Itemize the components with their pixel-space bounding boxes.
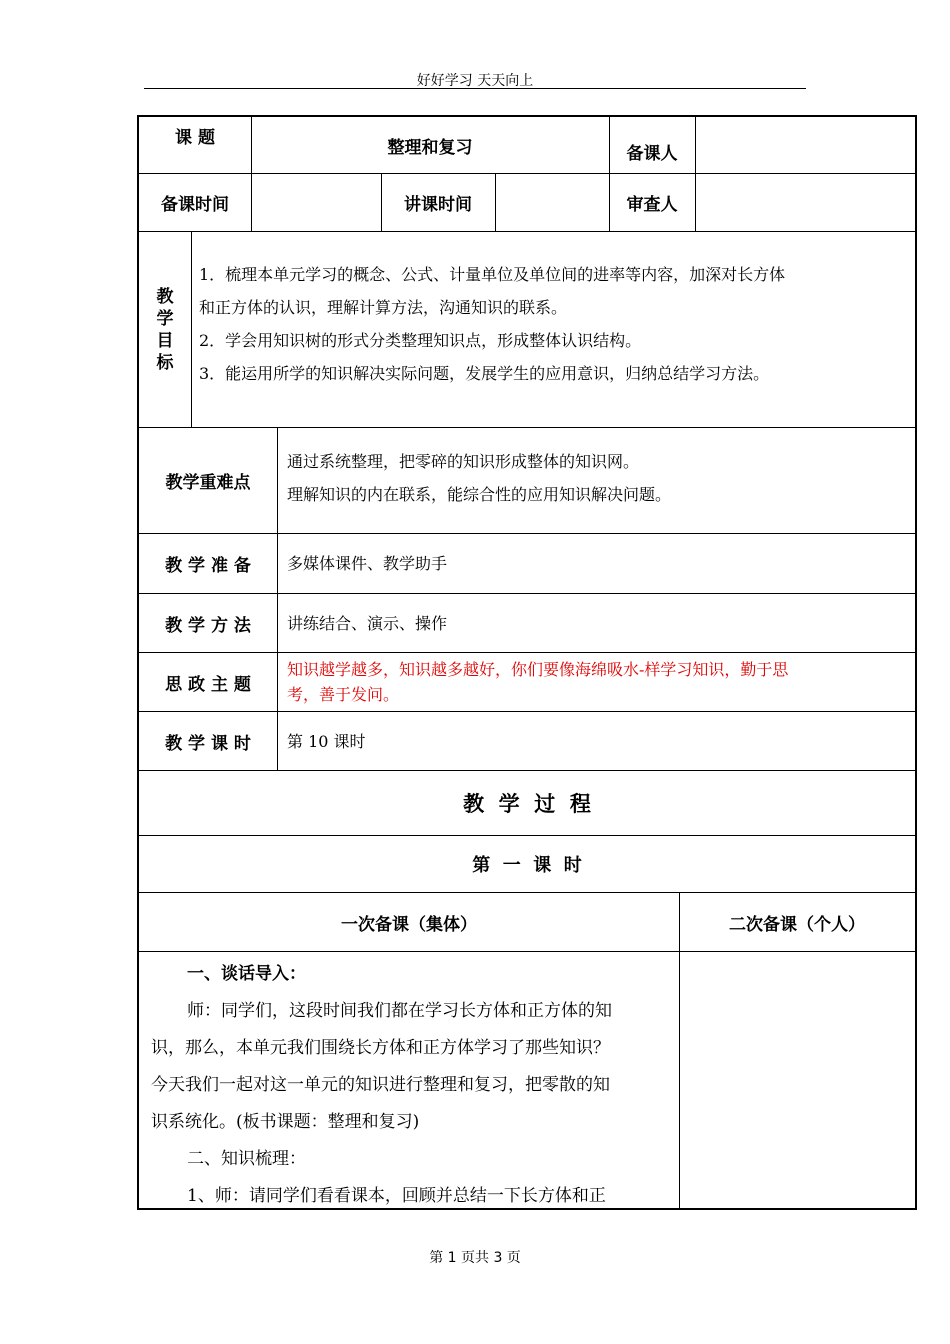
body-line: 识，那么，本单元我们围绕长方体和正方体学习了那些知识？ [151, 1038, 610, 1058]
method-value: 讲练结合、演示、操作 [287, 613, 448, 633]
topic-value: 整理和复习 [387, 137, 473, 158]
body-line: 今天我们一起对这一单元的知识进行整理和复习，把零散的知 [151, 1075, 610, 1095]
method-label: 教 学 方 法 [165, 615, 251, 636]
page-header: 好好学习 天天向上 [416, 73, 534, 89]
lesson-title: 第 一 课 时 [472, 855, 582, 876]
label-topic: 课 题 [175, 127, 215, 148]
section-heading: 一、谈话导入： [187, 964, 306, 984]
grid-line [495, 173, 496, 231]
preparer-value [695, 117, 915, 173]
key-point-line: 通过系统整理，把零碎的知识形成整体的知识网。 [287, 452, 640, 471]
collective-prep-header: 一次备课（集体） [341, 914, 477, 935]
periods-label: 教 学 课 时 [165, 733, 251, 754]
goal-line: 1．梳理本单元学习的概念、公式、计量单位及单位间的进率等内容，加深对长方体 [199, 265, 786, 284]
body-line: 师：同学们，这段时间我们都在学习长方体和正方体的知 [187, 1001, 612, 1021]
label-reviewer: 审查人 [626, 195, 678, 215]
goals-label-char: 标 [156, 352, 174, 373]
ideology-label: 思 政 主 题 [165, 674, 251, 695]
goals-content [199, 258, 911, 390]
label-prep-time: 备课时间 [161, 195, 229, 215]
preparation-value: 多媒体课件、教学助手 [287, 554, 448, 573]
goals-label-char: 学 [156, 308, 174, 329]
body-line: 识系统化。(板书课题：整理和复习) [151, 1112, 420, 1132]
header-rule [144, 88, 806, 89]
body-line: 二、知识梳理： [187, 1149, 306, 1169]
preparation-label: 教 学 准 备 [165, 556, 251, 576]
process-title: 教 学 过 程 [463, 792, 591, 816]
goals-label-char: 目 [156, 330, 174, 351]
page-footer: 第 1 页共 3 页 [429, 1250, 521, 1266]
goals-label [139, 232, 191, 427]
reviewer-value [695, 174, 915, 231]
lesson-plan-table [137, 115, 917, 1210]
periods-value: 第 10 课时 [287, 731, 366, 751]
ideology-content [287, 657, 913, 707]
goal-line: 2．学会用知识树的形式分类整理知识点，形成整体认识结构。 [199, 331, 642, 350]
label-lecture-time: 讲课时间 [404, 195, 472, 215]
grid-line [191, 231, 192, 427]
personal-prep-body [680, 952, 915, 1208]
goal-line: 3．能运用所学的知识解决实际问题，发展学生的应用意识，归纳总结学习方法。 [199, 364, 770, 383]
grid-line [381, 173, 382, 231]
key-points-label: 教学重难点 [165, 473, 251, 493]
grid-line [277, 427, 278, 770]
ideology-line: 考，善于发问。 [287, 685, 400, 704]
personal-prep-header: 二次备课（个人） [729, 914, 865, 935]
key-point-line: 理解知识的内在联系，能综合性的应用知识解决问题。 [287, 485, 672, 504]
grid-line [139, 231, 915, 232]
prep-time-value [251, 174, 381, 231]
collective-prep-body [151, 956, 675, 1215]
grid-line [251, 173, 252, 231]
key-points-content [287, 445, 907, 511]
ideology-line: 知识越学越多，知识越多越好，你们要像海绵吸水-样学习知识，勤于思 [287, 660, 789, 679]
goal-line: 和正方体的认识，理解计算方法，沟通知识的联系。 [199, 298, 568, 317]
grid-line [251, 117, 252, 173]
body-line: 1、师：请同学们看看课本，回顾并总结一下长方体和正 [187, 1186, 606, 1206]
label-preparer: 备课人 [626, 143, 678, 164]
lecture-time-value [495, 174, 609, 231]
goals-label-char: 教 [156, 286, 174, 307]
